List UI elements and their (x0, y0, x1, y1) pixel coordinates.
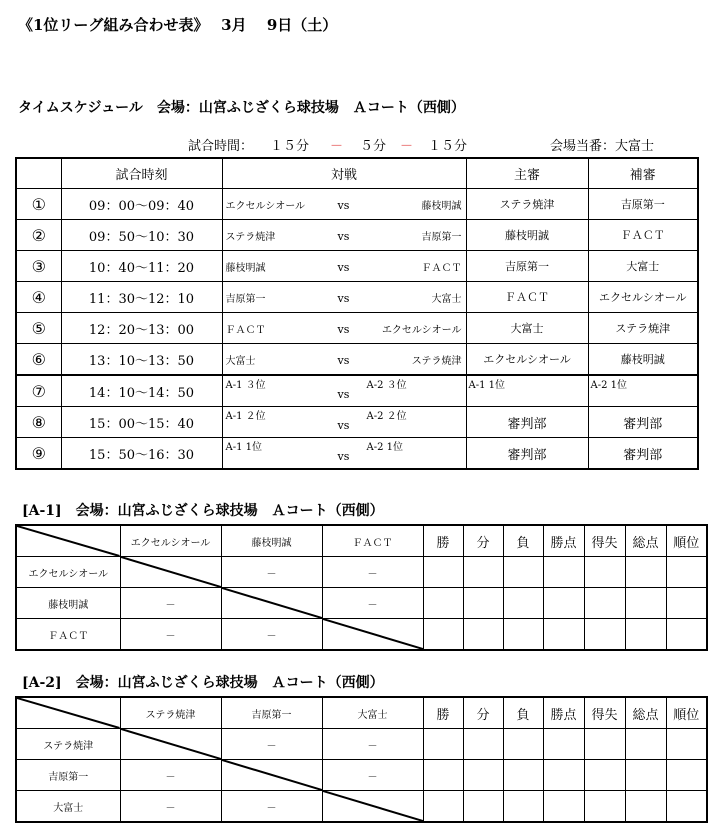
match-number: ⑦ (16, 375, 61, 407)
result-cell: － (120, 760, 221, 791)
header-referee: 主審 (466, 158, 588, 189)
stat-cell (503, 557, 543, 588)
schedule-row (16, 313, 698, 344)
match-time-dash-2: － (400, 139, 414, 154)
away-team: A-2 ３位 (366, 380, 407, 391)
assistant-referee: 吉原第一 (588, 189, 698, 220)
home-team: 大富士 (225, 356, 256, 367)
stat-cell (584, 760, 625, 791)
schedule-row (16, 344, 698, 376)
group-a1-table (15, 524, 708, 651)
group-team-row (16, 588, 707, 619)
result-cell: － (221, 557, 322, 588)
stat-cell (666, 760, 707, 791)
row-team: 吉原第一 (16, 760, 120, 791)
stat-cell (543, 791, 584, 823)
assistant-referee: ステラ焼津 (588, 313, 698, 344)
stat-cell (463, 588, 503, 619)
stat-cell (625, 791, 666, 823)
match-time: 14：10～14：50 (61, 375, 222, 407)
stat-cell (543, 557, 584, 588)
home-team: ＦＡＣＴ (225, 325, 266, 336)
schedule-row (16, 220, 698, 251)
assistant-referee: 藤枝明誠 (588, 344, 698, 376)
stat-header: 得失 (584, 525, 625, 557)
schedule-row (16, 438, 698, 470)
column-team: エクセルシオール (120, 525, 221, 557)
venue-duty: 会場当番：大富士 (550, 139, 655, 154)
stat-cell (423, 791, 463, 823)
home-team: ステラ焼津 (225, 232, 276, 243)
vs-label: vs (337, 199, 350, 212)
match-time: 09：50～10：30 (61, 220, 222, 251)
stat-cell (666, 619, 707, 651)
stat-cell (423, 588, 463, 619)
result-cell: － (322, 760, 423, 791)
stat-cell (503, 729, 543, 760)
row-team: 大富士 (16, 791, 120, 823)
match-time-half-2: １５分 (428, 139, 468, 154)
stat-header: 勝点 (543, 697, 584, 729)
schedule-header-row (16, 158, 698, 189)
referee: 審判部 (466, 438, 588, 470)
header-no (16, 158, 61, 189)
match-time: 12：20～13：00 (61, 313, 222, 344)
match-number: ① (16, 189, 61, 220)
referee: ＦＡＣＴ (466, 282, 588, 313)
home-team: A-1 ３位 (225, 380, 266, 391)
group-a2-title: [A-2] 会場：山宮ふじざくら球技場 Ａコート（西側） (22, 675, 384, 691)
stat-header: 分 (463, 697, 503, 729)
column-team: 藤枝明誠 (221, 525, 322, 557)
stat-cell (625, 588, 666, 619)
stat-cell (423, 729, 463, 760)
referee: 大富士 (466, 313, 588, 344)
match-time-half: １５分 (270, 139, 310, 154)
home-team: A-1 ２位 (225, 411, 266, 422)
stat-cell (463, 729, 503, 760)
away-team: エクセルシオール (381, 325, 462, 336)
away-team: 大富士 (431, 294, 462, 305)
assistant-referee: 審判部 (588, 407, 698, 438)
stat-cell (666, 588, 707, 619)
match-time: 13：10～13：50 (61, 344, 222, 376)
assistant-referee (588, 375, 698, 407)
match-time: 15：50～16：30 (61, 438, 222, 470)
stat-cell (625, 557, 666, 588)
referee: 藤枝明誠 (466, 220, 588, 251)
stat-header: 負 (503, 697, 543, 729)
schedule-row (16, 282, 698, 313)
stat-cell (666, 729, 707, 760)
assistant-referee: ＦＡＣＴ (588, 220, 698, 251)
header-time: 試合時刻 (61, 158, 222, 189)
stat-cell (543, 588, 584, 619)
vs-label: vs (337, 419, 350, 432)
match-number: ⑤ (16, 313, 61, 344)
stat-cell (463, 557, 503, 588)
assistant-referee-label: A-2 1位 (590, 380, 628, 391)
stat-cell (423, 760, 463, 791)
match-time-label: 試合時間： (188, 139, 254, 154)
vs-label: vs (337, 450, 350, 463)
stat-cell (503, 588, 543, 619)
schedule-heading: タイムスケジュール 会場：山宮ふじざくら球技場 Ａコート（西側） (18, 100, 465, 116)
referee-label: A-1 1位 (468, 380, 506, 391)
column-team: 大富士 (322, 697, 423, 729)
diagonal-cell (322, 791, 423, 823)
column-team: ＦＡＣＴ (322, 525, 423, 557)
schedule-row (16, 375, 698, 407)
stat-cell (503, 619, 543, 651)
referee: 吉原第一 (466, 251, 588, 282)
referee (466, 375, 588, 407)
corner-cell (16, 697, 120, 729)
group-team-row (16, 557, 707, 588)
row-team: エクセルシオール (16, 557, 120, 588)
match-time: 09：00～09：40 (61, 189, 222, 220)
stat-cell (584, 619, 625, 651)
match-number: ④ (16, 282, 61, 313)
match-time-dash-1: － (330, 139, 344, 154)
stat-header: 勝 (423, 697, 463, 729)
diagonal-cell (221, 588, 322, 619)
vs-label: vs (337, 323, 350, 336)
group-a2-table (15, 696, 708, 823)
assistant-referee: 審判部 (588, 438, 698, 470)
header-assistant: 補審 (588, 158, 698, 189)
stat-cell (625, 760, 666, 791)
away-team: A-2 1位 (366, 442, 404, 453)
stat-cell (423, 557, 463, 588)
stat-header: 総点 (625, 525, 666, 557)
group-header-row (16, 525, 707, 557)
row-team: ＦＡＣＴ (16, 619, 120, 651)
group-team-row (16, 619, 707, 651)
result-cell: － (322, 588, 423, 619)
stat-cell (625, 729, 666, 760)
diagonal-cell (322, 619, 423, 651)
stat-header: 分 (463, 525, 503, 557)
result-cell: － (120, 619, 221, 651)
stat-cell (543, 729, 584, 760)
away-team: 藤枝明誠 (421, 201, 462, 212)
group-team-row (16, 760, 707, 791)
stat-cell (584, 588, 625, 619)
away-team: A-2 ２位 (366, 411, 407, 422)
match-number: ③ (16, 251, 61, 282)
page-title: 《1位リーグ組み合わせ表》 3月 9日（土） (18, 16, 338, 34)
home-team: エクセルシオール (225, 201, 306, 212)
away-team: ステラ焼津 (411, 356, 462, 367)
stat-cell (625, 619, 666, 651)
result-cell: － (120, 588, 221, 619)
vs-label: vs (337, 354, 350, 367)
row-team: ステラ焼津 (16, 729, 120, 760)
stat-header: 順位 (666, 697, 707, 729)
stat-header: 総点 (625, 697, 666, 729)
vs-label: vs (337, 388, 350, 401)
away-team: 吉原第一 (421, 232, 462, 243)
match-time: 15：00～15：40 (61, 407, 222, 438)
group-team-row (16, 729, 707, 760)
stat-cell (543, 619, 584, 651)
result-cell: － (221, 791, 322, 823)
corner-cell (16, 525, 120, 557)
group-header-row (16, 697, 707, 729)
result-cell: － (221, 729, 322, 760)
group-a1-title: [A-1] 会場：山宮ふじざくら球技場 Ａコート（西側） (22, 503, 384, 519)
match-time-break: ５分 (360, 139, 387, 154)
assistant-referee: 大富士 (588, 251, 698, 282)
referee: ステラ焼津 (466, 189, 588, 220)
assistant-referee: エクセルシオール (588, 282, 698, 313)
stat-header: 勝点 (543, 525, 584, 557)
vs-label: vs (337, 230, 350, 243)
row-team: 藤枝明誠 (16, 588, 120, 619)
stat-cell (584, 729, 625, 760)
diagonal-cell (120, 557, 221, 588)
schedule-row (16, 251, 698, 282)
stat-cell (503, 791, 543, 823)
vs-label: vs (337, 261, 350, 274)
column-team: ステラ焼津 (120, 697, 221, 729)
vs-label: vs (337, 292, 350, 305)
stat-cell (584, 791, 625, 823)
schedule-row (16, 189, 698, 220)
stat-header: 順位 (666, 525, 707, 557)
result-cell: － (221, 619, 322, 651)
stat-cell (666, 791, 707, 823)
diagonal-cell (120, 729, 221, 760)
header-match: 対戦 (222, 158, 466, 189)
stat-cell (503, 760, 543, 791)
result-cell: － (120, 791, 221, 823)
diagonal-cell (221, 760, 322, 791)
home-team: 吉原第一 (225, 294, 266, 305)
home-team: A-1 1位 (225, 442, 263, 453)
result-cell: － (322, 729, 423, 760)
stat-cell (543, 760, 584, 791)
stat-cell (463, 791, 503, 823)
match-number: ⑧ (16, 407, 61, 438)
stat-cell (463, 619, 503, 651)
match-number: ⑥ (16, 344, 61, 376)
match-number: ⑨ (16, 438, 61, 470)
column-team: 吉原第一 (221, 697, 322, 729)
match-time: 10：40～11：20 (61, 251, 222, 282)
referee: エクセルシオール (466, 344, 588, 376)
schedule-row (16, 407, 698, 438)
match-number: ② (16, 220, 61, 251)
stat-cell (463, 760, 503, 791)
referee: 審判部 (466, 407, 588, 438)
stat-cell (666, 557, 707, 588)
away-team: ＦＡＣＴ (421, 263, 462, 274)
stat-header: 勝 (423, 525, 463, 557)
home-team: 藤枝明誠 (225, 263, 266, 274)
schedule-table (15, 157, 699, 470)
stat-header: 負 (503, 525, 543, 557)
stat-header: 得失 (584, 697, 625, 729)
group-team-row (16, 791, 707, 823)
match-time: 11：30～12：10 (61, 282, 222, 313)
result-cell: － (322, 557, 423, 588)
stat-cell (423, 619, 463, 651)
stat-cell (584, 557, 625, 588)
